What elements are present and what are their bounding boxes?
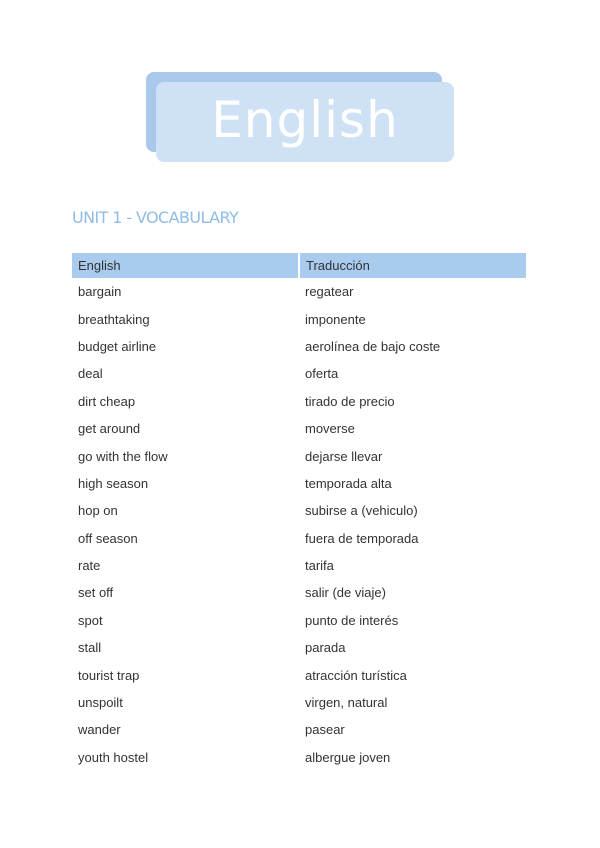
english-term: deal [78, 366, 103, 382]
spanish-translation: parada [305, 640, 346, 656]
english-term: get around [78, 421, 141, 437]
table-row [72, 579, 526, 606]
table-row [72, 360, 526, 387]
english-term: youth hostel [78, 749, 149, 765]
table-row [72, 525, 526, 552]
english-term: tourist trap [78, 667, 140, 683]
english-term: set off [78, 585, 114, 601]
spanish-translation: tarifa [305, 558, 334, 574]
table-row [72, 634, 526, 661]
spanish-translation: fuera de temporada [305, 530, 419, 546]
spanish-translation: albergue joven [305, 749, 391, 765]
table-row [72, 415, 526, 442]
spanish-translation: temporada alta [305, 475, 392, 491]
spanish-translation: moverse [305, 421, 355, 437]
banner-panel [156, 82, 454, 162]
spanish-translation: dejarse llevar [305, 448, 383, 464]
english-term: spot [78, 612, 103, 628]
spanish-translation: pasear [305, 722, 345, 738]
table-row [72, 716, 526, 743]
banner-title: English [211, 91, 399, 149]
unit-heading: UNIT 1 - VOCABULARY [72, 208, 239, 227]
english-term: off season [78, 530, 138, 546]
table-row [72, 305, 526, 332]
table-row [72, 388, 526, 415]
spanish-translation: virgen, natural [305, 695, 388, 711]
table-row [72, 497, 526, 524]
table-row [72, 333, 526, 360]
spanish-translation: tirado de precio [305, 393, 395, 409]
english-term: hop on [78, 503, 118, 519]
english-term: unspoilt [78, 695, 123, 711]
english-term: high season [78, 475, 149, 491]
english-term: rate [78, 558, 101, 574]
spanish-translation: imponente [305, 311, 366, 327]
spanish-translation: subirse a (vehiculo) [305, 503, 418, 519]
english-term: bargain [78, 284, 122, 300]
table-row [72, 661, 526, 688]
spanish-translation: punto de interés [305, 612, 399, 628]
english-term: stall [78, 640, 102, 656]
english-term: budget airline [78, 338, 157, 354]
english-term: go with the flow [78, 448, 168, 464]
english-term: wander [78, 722, 121, 738]
spanish-translation: aerolínea de bajo coste [305, 338, 441, 354]
table-row [72, 552, 526, 579]
table-body [72, 278, 526, 771]
header-translation: Traducción [299, 253, 526, 278]
table-row [72, 744, 526, 771]
spanish-translation: salir (de viaje) [305, 585, 386, 601]
table-row [72, 470, 526, 497]
table-row [72, 607, 526, 634]
header-english: English [72, 253, 299, 278]
spanish-translation: oferta [305, 366, 339, 382]
english-term: dirt cheap [78, 393, 136, 409]
table-row [72, 689, 526, 716]
english-term: breathtaking [78, 311, 150, 327]
table-row [72, 278, 526, 305]
table-row [72, 442, 526, 469]
vocabulary-table [72, 253, 526, 771]
table-header-row [72, 253, 526, 278]
spanish-translation: regatear [305, 284, 354, 300]
title-banner [146, 72, 454, 162]
spanish-translation: atracción turística [305, 667, 407, 683]
